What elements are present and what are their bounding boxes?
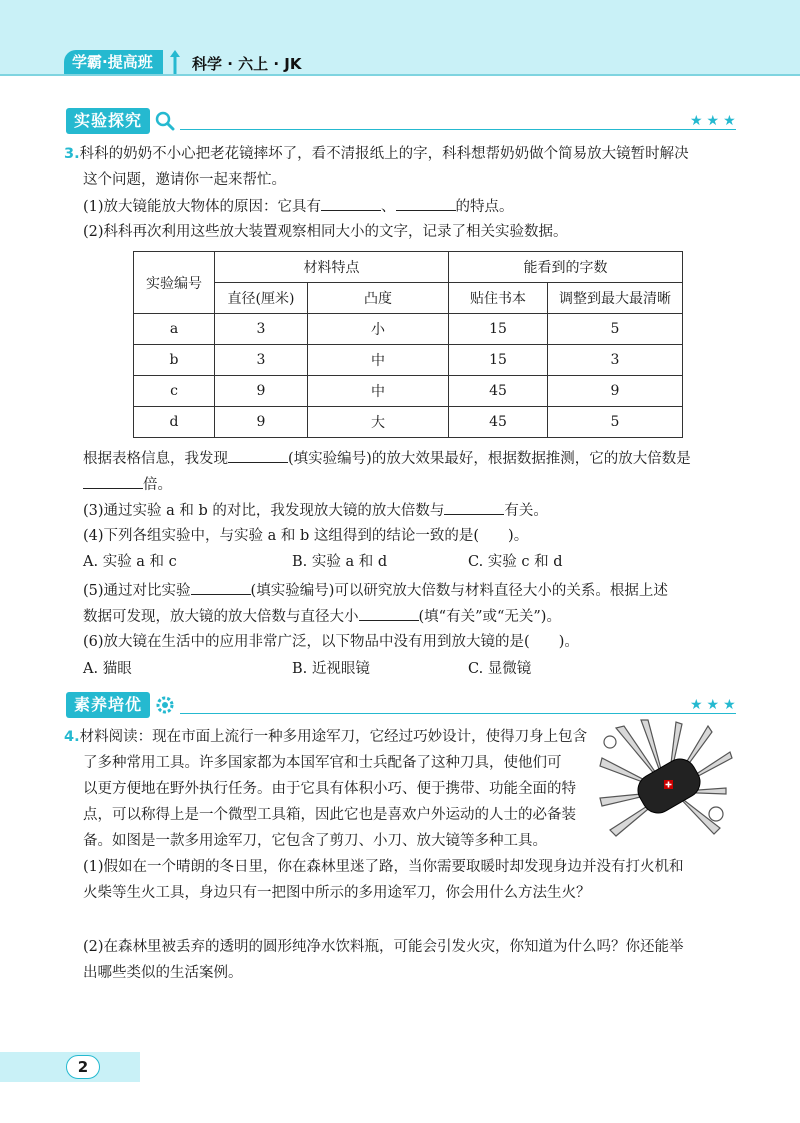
q3-part4-option-b: B. 实验 a 和 d: [292, 554, 388, 570]
q4-reading-line2: 了多种常用工具。许多国家都为本国军官和士兵配备了这种刀具，使他们可: [83, 755, 562, 771]
answer-blank[interactable]: [359, 606, 419, 621]
table-header-id: 实验编号: [134, 252, 215, 314]
table-header-material: 材料特点: [215, 252, 449, 283]
answer-blank[interactable]: [228, 448, 288, 463]
brand-label: 学霸·提高班: [64, 50, 163, 74]
answer-blank[interactable]: [396, 196, 456, 211]
q3-intro-line2: 这个问题，邀请你一起来帮忙。: [83, 172, 286, 188]
subject-label: 科学 · 六上 · JK: [192, 55, 302, 73]
answer-blank[interactable]: [191, 580, 251, 595]
q4-part1-line1: (1)假如在一个晴朗的冬日里，你在森林里迷了路，当你需要取暖时却发现身边并没有打火机和: [83, 859, 684, 875]
table-header-words: 能看到的字数: [449, 252, 683, 283]
section-title-experiment: [66, 107, 176, 135]
experiment-table: [133, 251, 683, 438]
magnifier-icon: [154, 110, 176, 132]
q3-part5-line2: 数据可发现，放大镜的放大倍数与直径大小 (填“有关”或“无关”)。: [83, 606, 561, 627]
q3-part6-option-c: C. 显微镜: [468, 661, 532, 677]
header-divider: [0, 74, 800, 76]
section-title-label: 实验探究: [66, 108, 150, 134]
q3-part6: (6)放大镜在生活中的应用非常广泛，以下物品中没有用到放大镜的是( )。: [83, 634, 579, 650]
arrow-icon: [168, 48, 182, 76]
q3-part2: (2)科科再次利用这些放大装置观察相同大小的文字，记录了相关实验数据。: [83, 224, 568, 240]
section-title-label: 素养培优: [66, 692, 150, 718]
q4-part1-line2: 火柴等生火工具，身边只有一把图中所示的多用途军刀，你会用什么方法生火？: [83, 885, 591, 901]
table-header-clear: 调整到最大最清晰: [548, 283, 683, 314]
q3-part6-option-a: A. 猫眼: [83, 661, 132, 677]
q3-part4: (4)下列各组实验中，与实验 a 和 b 这组得到的结论一致的是( )。: [83, 528, 529, 544]
gear-icon: [154, 694, 176, 716]
q3-part5: (5)通过对比实验 (填实验编号)可以研究放大倍数与材料直径大小的关系。根据上述: [83, 580, 668, 601]
question-number: 4.: [64, 729, 80, 745]
section-title-literacy: [66, 691, 176, 719]
q3-part3: (3)通过实验 a 和 b 的对比，我发现放大镜的放大倍数与 有关。: [83, 500, 548, 521]
q3-part1: (1)放大镜能放大物体的原因：它具有 、 的特点。: [83, 196, 514, 217]
section-divider: [180, 129, 736, 130]
q4-part2-line1: (2)在森林里被丢弃的透明的圆形纯净水饮料瓶，可能会引发火灾，你知道为什么吗？你还能举: [83, 939, 684, 955]
table-row: d 9 大 45 5: [134, 407, 683, 438]
difficulty-stars: ★★★: [690, 113, 740, 129]
q4-reading-line4: 点，可以称得上是一个微型工具箱，因此它也是喜欢户外运动的人士的必备装: [83, 807, 576, 823]
q3-intro-line1: 3.科科的奶奶不小心把老花镜摔坏了，看不清报纸上的字，科科想帮奶奶做个简易放大镜暂时解决: [64, 146, 689, 162]
table-header-close: 贴住书本: [449, 283, 548, 314]
table-row: c 9 中 45 9: [134, 376, 683, 407]
table-row: b 3 中 15 3: [134, 345, 683, 376]
answer-blank[interactable]: [83, 474, 143, 489]
question-number: 3.: [64, 146, 80, 162]
answer-blank[interactable]: [444, 500, 504, 515]
q4-part2-line2: 出哪些类似的生活案例。: [83, 965, 243, 981]
swiss-army-knife-image: [596, 718, 736, 840]
q3-after-table: 根据表格信息，我发现 (填实验编号)的放大效果最好，根据数据推测，它的放大倍数是: [83, 448, 691, 469]
section-divider: [180, 713, 736, 714]
q4-reading-line1: 4.材料阅读：现在市面上流行一种多用途军刀，它经过巧妙设计，使得刀身上包含: [64, 729, 588, 745]
answer-blank[interactable]: [321, 196, 381, 211]
q4-reading-line5: 备。如图是一款多用途军刀，它包含了剪刀、小刀、放大镜等多种工具。: [83, 833, 547, 849]
q3-part6-option-b: B. 近视眼镜: [292, 661, 370, 677]
page-number: 2: [66, 1055, 100, 1079]
q3-after-table-2: 倍。: [83, 474, 172, 495]
table-header-diameter: 直径(厘米): [215, 283, 308, 314]
table-header-convex: 凸度: [308, 283, 449, 314]
q3-part4-option-a: A. 实验 a 和 c: [83, 554, 177, 570]
q4-reading-line3: 以更方便地在野外执行任务。由于它具有体积小巧、便于携带、功能全面的特: [83, 781, 576, 797]
difficulty-stars: ★★★: [690, 697, 740, 713]
q3-part4-option-c: C. 实验 c 和 d: [468, 554, 563, 570]
table-row: a 3 小 15 5: [134, 314, 683, 345]
